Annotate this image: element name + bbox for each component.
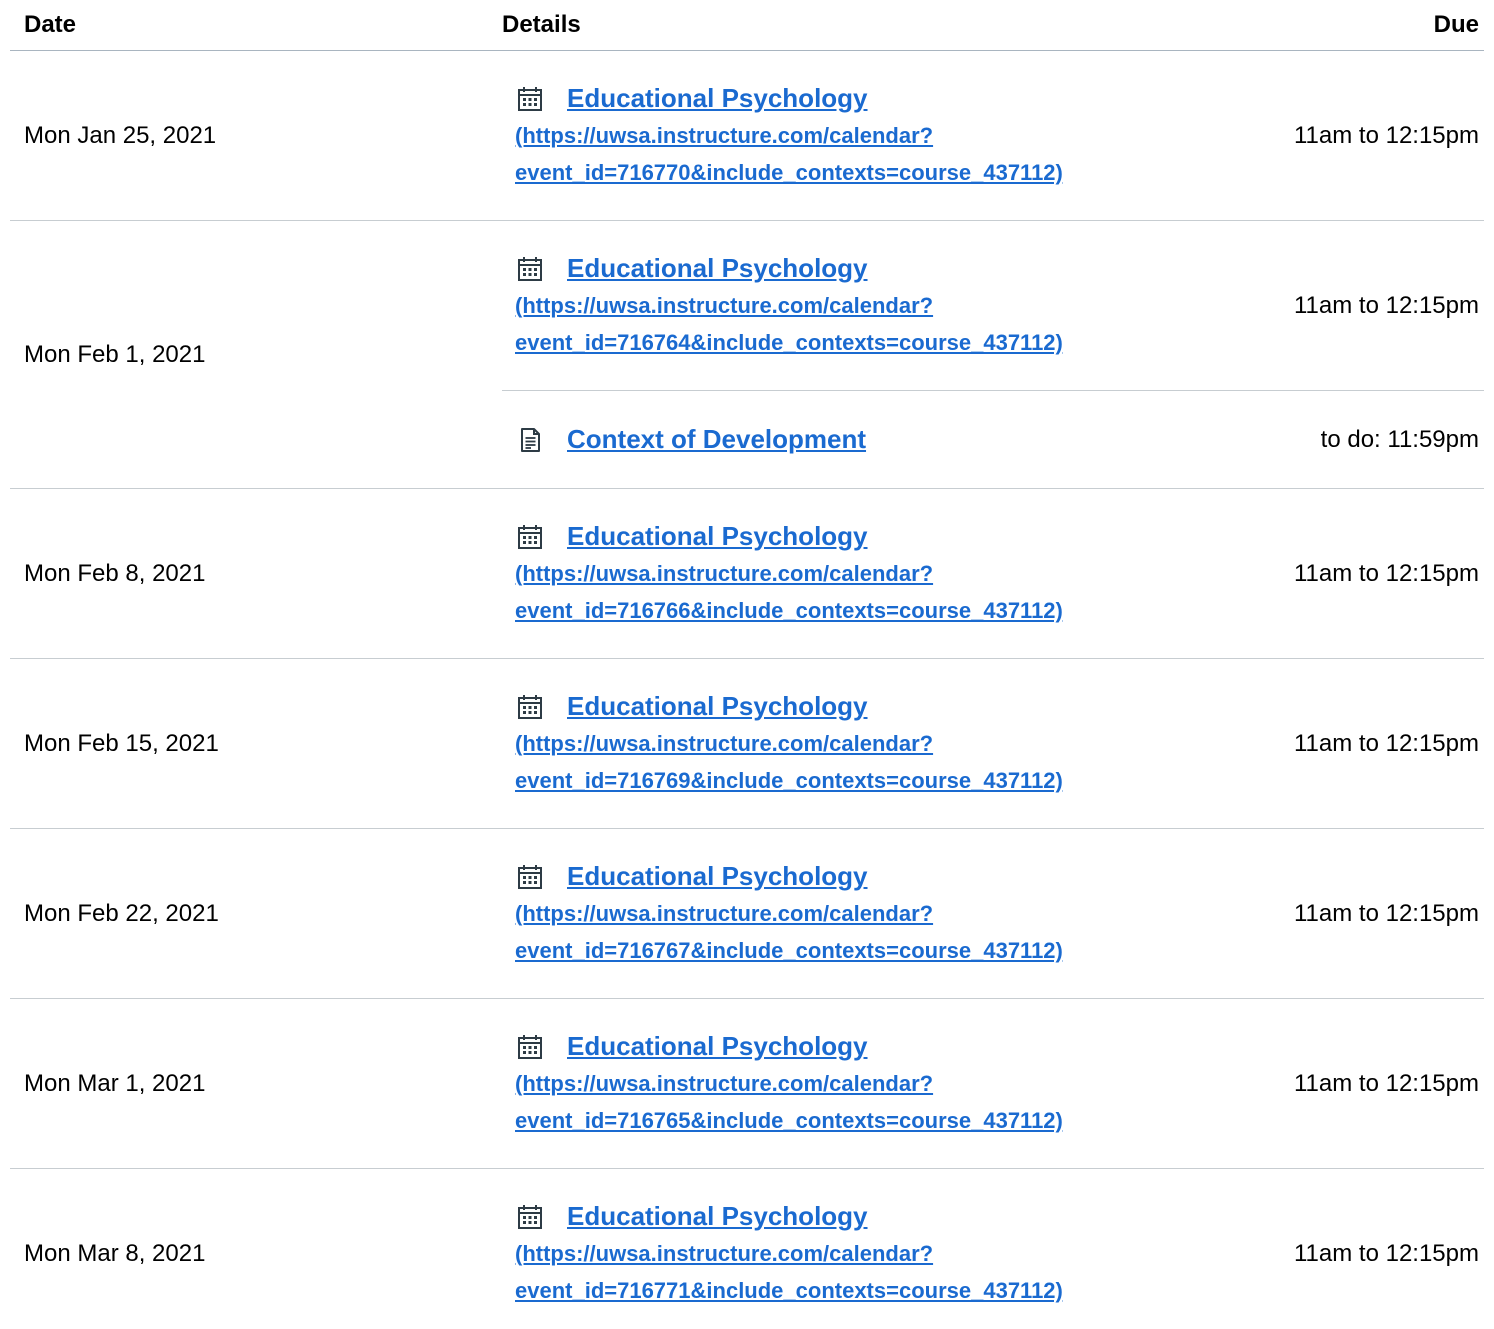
item-due: 11am to 12:15pm (1293, 121, 1479, 149)
item-url-link[interactable] (515, 1065, 1144, 1139)
url-line-1: (https://uwsa.instructure.com/calendar? (515, 730, 934, 756)
item-title-link[interactable]: Educational Psychology (567, 83, 868, 113)
header-details: Details (502, 11, 581, 38)
url-line-1: (https://uwsa.instructure.com/calendar? (515, 560, 934, 586)
item-url-link[interactable] (515, 1235, 1144, 1309)
item-url-link[interactable] (515, 287, 1144, 361)
schedule-item (502, 829, 1484, 998)
schedule-item (502, 390, 1484, 488)
header-due: Due (1433, 11, 1479, 38)
item-details (502, 422, 1144, 458)
table-header (10, 0, 1484, 51)
url-line-2: event_id=716767&include_contexts=course_437112) (515, 937, 1063, 963)
row-items (502, 221, 1484, 488)
row-date: Mon Jan 25, 2021 (24, 121, 217, 149)
calendar-icon (515, 254, 545, 284)
row-date: Mon Feb 1, 2021 (24, 340, 206, 368)
item-details (502, 859, 1144, 969)
url-line-1: (https://uwsa.instructure.com/calendar? (515, 1070, 934, 1096)
row-date: Mon Mar 8, 2021 (24, 1239, 206, 1267)
calendar-icon (515, 84, 545, 114)
item-due: to do: 11:59pm (1320, 425, 1479, 453)
table-row (10, 1169, 1484, 1329)
item-details (502, 1029, 1144, 1139)
calendar-icon (515, 862, 545, 892)
schedule-item (502, 51, 1484, 220)
schedule-item (502, 999, 1484, 1168)
url-line-2: event_id=716766&include_contexts=course_437112) (515, 597, 1063, 623)
table-row (10, 659, 1484, 829)
item-details (502, 81, 1144, 191)
row-date: Mon Feb 22, 2021 (24, 899, 219, 927)
item-due: 11am to 12:15pm (1293, 291, 1479, 319)
url-line-2: event_id=716764&include_contexts=course_437112) (515, 329, 1063, 355)
item-title-line (515, 1199, 1144, 1235)
item-details (502, 689, 1144, 799)
calendar-icon (515, 522, 545, 552)
url-line-2: event_id=716771&include_contexts=course_437112) (515, 1277, 1063, 1303)
row-items (502, 1169, 1484, 1329)
table-row (10, 51, 1484, 221)
row-date: Mon Feb 15, 2021 (24, 729, 219, 757)
item-title-line (515, 519, 1144, 555)
document-icon (515, 425, 545, 455)
item-title-link[interactable]: Educational Psychology (567, 861, 868, 891)
url-line-1: (https://uwsa.instructure.com/calendar? (515, 292, 934, 318)
item-due: 11am to 12:15pm (1293, 899, 1479, 927)
row-items (502, 51, 1484, 220)
row-date: Mon Feb 8, 2021 (24, 559, 206, 587)
schedule-item (502, 489, 1484, 658)
item-title-link[interactable]: Educational Psychology (567, 1031, 868, 1061)
item-due: 11am to 12:15pm (1293, 559, 1479, 587)
url-line-1: (https://uwsa.instructure.com/calendar? (515, 1240, 934, 1266)
item-title-line (515, 1029, 1144, 1065)
item-details (502, 1199, 1144, 1309)
schedule-item (502, 659, 1484, 828)
row-items (502, 659, 1484, 828)
schedule-item (502, 1169, 1484, 1329)
row-date: Mon Mar 1, 2021 (24, 1069, 206, 1097)
item-details (502, 519, 1144, 629)
url-line-2: event_id=716765&include_contexts=course_437112) (515, 1107, 1063, 1133)
item-due: 11am to 12:15pm (1293, 729, 1479, 757)
table-row (10, 829, 1484, 999)
item-title-line (515, 689, 1144, 725)
url-line-1: (https://uwsa.instructure.com/calendar? (515, 900, 934, 926)
row-items (502, 829, 1484, 998)
item-url-link[interactable] (515, 725, 1144, 799)
url-line-2: event_id=716769&include_contexts=course_437112) (515, 767, 1063, 793)
header-date: Date (24, 11, 77, 38)
item-url-link[interactable] (515, 117, 1144, 191)
item-details (502, 251, 1144, 361)
item-title-link[interactable]: Educational Psychology (567, 521, 868, 551)
item-url-link[interactable] (515, 895, 1144, 969)
item-title-line (515, 859, 1144, 895)
item-title-link[interactable]: Context of Development (567, 424, 867, 454)
url-line-1: (https://uwsa.instructure.com/calendar? (515, 122, 934, 148)
item-title-line (515, 251, 1144, 287)
calendar-icon (515, 1202, 545, 1232)
schedule-item (502, 221, 1484, 390)
item-title-link[interactable]: Educational Psychology (567, 691, 868, 721)
item-title-link[interactable]: Educational Psychology (567, 253, 868, 283)
calendar-icon (515, 1032, 545, 1062)
item-url-link[interactable] (515, 555, 1144, 629)
item-due: 11am to 12:15pm (1293, 1239, 1479, 1267)
table-body (10, 51, 1484, 1329)
item-title-link[interactable]: Educational Psychology (567, 1201, 868, 1231)
url-line-2: event_id=716770&include_contexts=course_437112) (515, 159, 1063, 185)
item-title-line (515, 422, 1144, 458)
calendar-icon (515, 692, 545, 722)
table-row (10, 489, 1484, 659)
item-due: 11am to 12:15pm (1293, 1069, 1479, 1097)
table-row (10, 221, 1484, 489)
row-items (502, 489, 1484, 658)
table-row (10, 999, 1484, 1169)
item-title-line (515, 81, 1144, 117)
row-items (502, 999, 1484, 1168)
